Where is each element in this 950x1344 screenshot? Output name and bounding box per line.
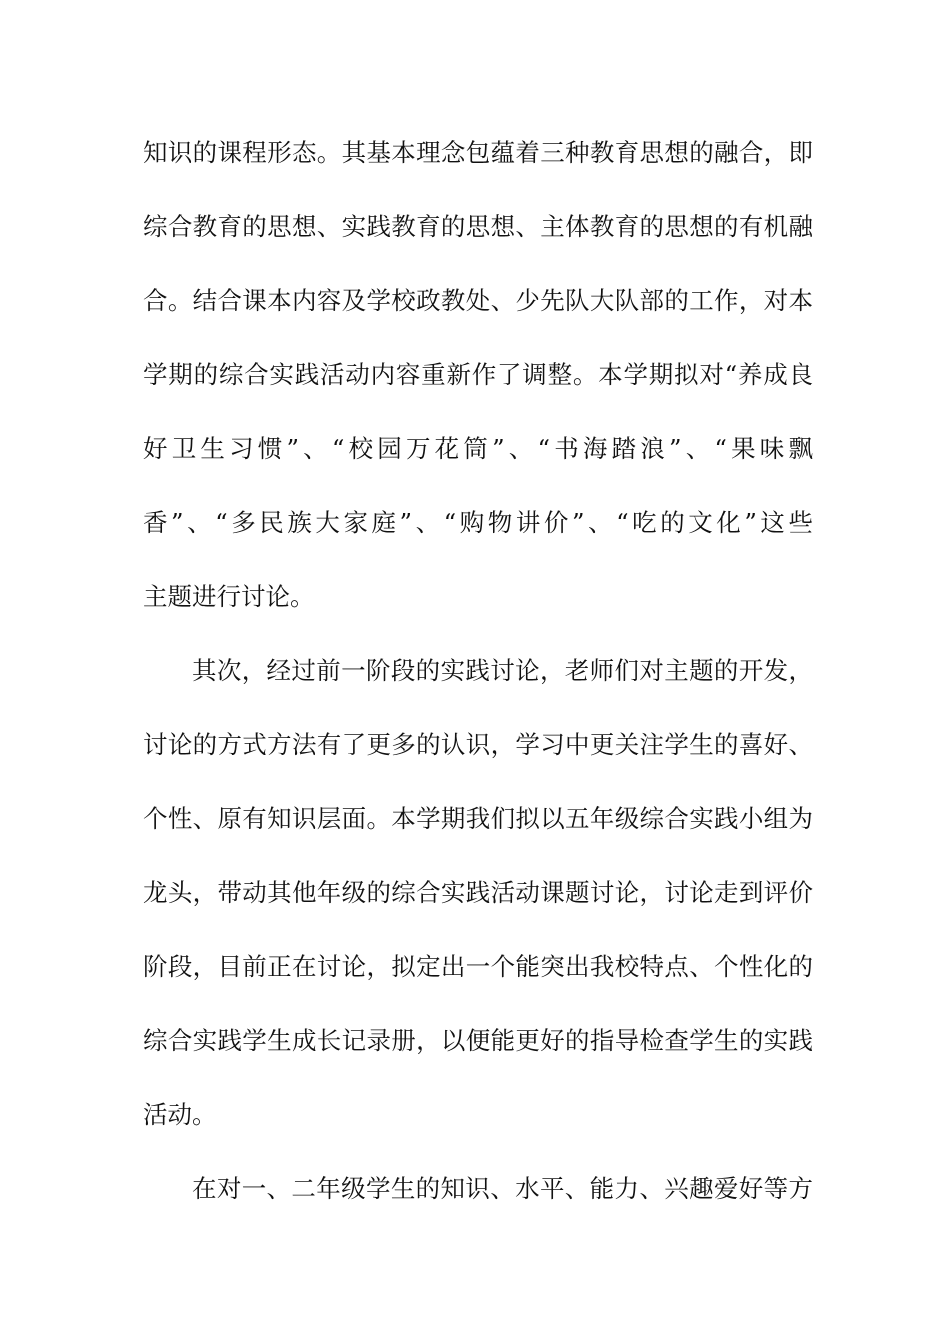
text-line: 其次，经过前一阶段的实践讨论，老师们对主题的开发， xyxy=(192,656,813,685)
paragraph-2 xyxy=(143,646,813,1164)
text-line: 好卫生习惯”、“校园万花筒”、“书海踏浪”、“果味飘 xyxy=(143,434,813,463)
text-line: 个性、原有知识层面。本学期我们拟以五年级综合实践小组为 xyxy=(143,804,813,833)
text-line: 主题进行讨论。 xyxy=(143,582,315,611)
text-line: 讨论的方式方法有了更多的认识，学习中更关注学生的喜好、 xyxy=(143,730,813,759)
text-line: 活动。 xyxy=(143,1100,217,1129)
text-line: 阶段，目前正在讨论，拟定出一个能突出我校特点、个性化的 xyxy=(143,952,813,981)
body-text xyxy=(143,128,813,1238)
text-line: 综合实践学生成长记录册，以便能更好的指导检查学生的实践 xyxy=(143,1026,813,1055)
text-line: 知识的课程形态。其基本理念包蕴着三种教育思想的融合，即 xyxy=(143,138,813,167)
text-line: 在对一、二年级学生的知识、水平、能力、兴趣爱好等方 xyxy=(192,1174,813,1203)
text-line: 龙头，带动其他年级的综合实践活动课题讨论，讨论走到评价 xyxy=(143,878,813,907)
paragraph-1 xyxy=(143,128,813,646)
paragraph-3 xyxy=(143,1164,813,1238)
text-line: 综合教育的思想、实践教育的思想、主体教育的思想的有机融 xyxy=(143,212,813,241)
text-line: 合。结合课本内容及学校政教处、少先队大队部的工作，对本 xyxy=(143,286,813,315)
text-line: 香”、“多民族大家庭”、“购物讲价”、“吃的文化”这些 xyxy=(143,508,813,537)
text-line: 学期的综合实践活动内容重新作了调整。本学期拟对“养成良 xyxy=(143,360,813,389)
